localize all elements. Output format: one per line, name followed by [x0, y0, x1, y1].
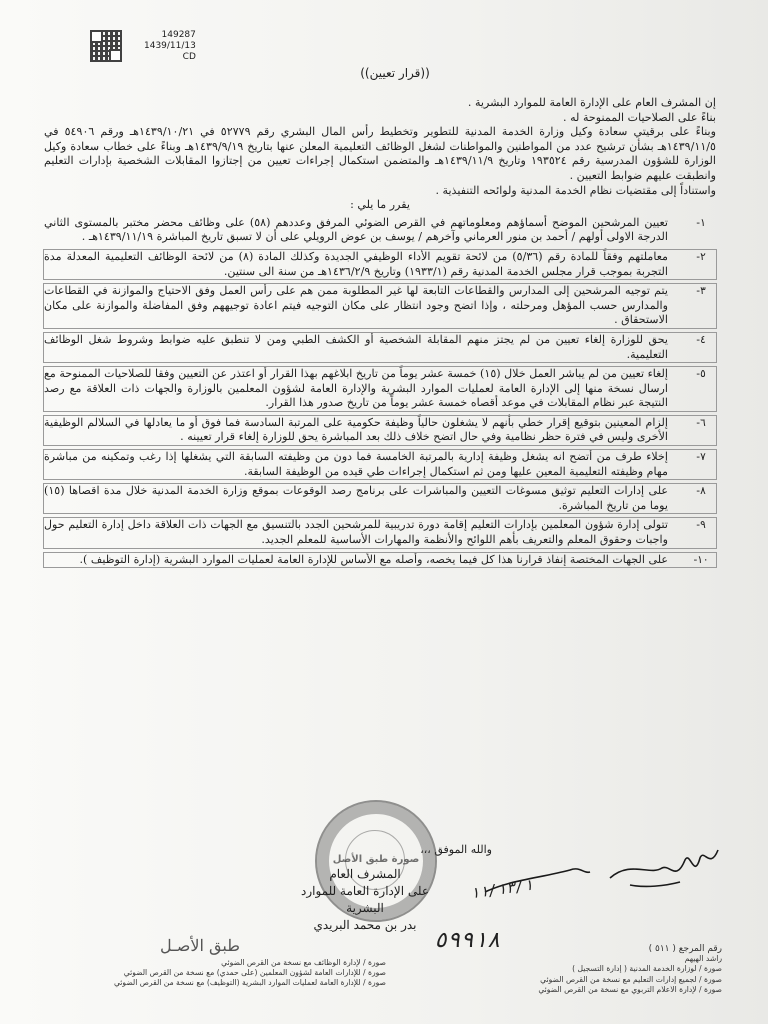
- clause-number: ٦-: [696, 416, 706, 429]
- footer-right-line: صورة / لوزارة الخدمة المدنية ( إدارة التسجيل ): [572, 964, 722, 974]
- footer-left-line: صورة / للإدارة العامة لعمليات الموارد البشرية (التوظيف) مع نسخة من القرص الضوئي: [113, 978, 386, 988]
- footer-left-line: صورة / للإدارات العامة لشؤون المعلمين (على حمدي) مع نسخة من القرص الضوئي: [123, 968, 386, 978]
- handwritten-signature: [480, 830, 730, 910]
- author-name: راشد الهيهم: [684, 954, 722, 964]
- footer-copies-left: [96, 958, 386, 989]
- clause-item: [44, 367, 716, 411]
- clause-item: [44, 333, 716, 362]
- clause-item: [44, 484, 716, 513]
- reference-number: 149287: [161, 30, 196, 40]
- clause-number: ٢-: [696, 250, 706, 263]
- clause-number: ٧-: [696, 451, 706, 464]
- intro-line-4: واستناداً إلى مقتضيات نظام الخدمة المدنية ولوائحه التنفيذية .: [435, 183, 716, 197]
- true-copy-stamp: طبق الأصـل: [160, 936, 240, 955]
- clause-text: تعيين المرشحين الموضح أسماؤهم ومعلوماتهم في القرص الضوئي المرفق وعددهم (٥٨) على وظائف محضر مختبر بالمستوى الثاني الدرجة الاولى أولهم / أحمد بن منور العرماني وآخرهم / يوسف بن عوض الرويلي على أن لا تسبق تاريخ المباشرة ١٤٣٩/١١/١٩هـ .: [44, 215, 668, 244]
- clause-number: ٤-: [696, 333, 706, 346]
- handwritten-date: ١١/١٣/١: [469, 875, 535, 903]
- handwritten-number: ٥٩٩١٨: [434, 928, 501, 953]
- decides-line: يقرر ما يلي :: [350, 198, 410, 212]
- clause-text: يتم توجيه المرشحين إلى المدارس والقطاعات التابعة لها غير المطلوبة ممن هم على رأس العمل وفق الاحتياج والموازنة في القطاعات والمدارس حسب المؤهل ومرحلته ، وإذا اتضح وجود انتظار على مكان التوجيه فيتم اعادة توجيههم وفق المفاضلة والموازنة على مكان الاستحقاق .: [44, 284, 668, 327]
- clause-item: [44, 216, 716, 245]
- document-title: ((قرار تعيين)): [360, 66, 430, 80]
- clause-item: [44, 250, 716, 279]
- footer-right-line: صورة / لإدارة الاعلام التربوي مع نسخة من القرص الضوئي: [538, 984, 722, 994]
- clause-text: تتولى إدارة شؤون المعلمين بإدارات التعليم إقامة دورة تدريبية للمرشحين الجدد بالتنسيق مع الجهات ذات العلاقة داخل إدارة التعليم حول واجبات وحقوق المعلم والتعريف بأهم اللوائح والأنظمة والمهارات الأساسية للمعلم الجديد.: [44, 518, 668, 547]
- reference-block: [144, 30, 196, 63]
- qr-code-icon: [90, 30, 122, 62]
- intro-line-1: إن المشرف العام على الإدارة العامة للموارد البشرية .: [467, 96, 716, 109]
- clause-text: معاملتهم وفقاً للمادة رقم (٥/٣٦) من لائحة تقويم الأداء الوظيفي الجديدة وكذلك المادة (٨) من لائحة الوظائف التعليمية المعدلة مدة التجربة بموجب قرار مجلس الخدمة المدنية رقم (١٩٣٣/١) وتاريخ ١٤٣٦/٢/٩هـ من سنة الى سنتين.: [44, 249, 668, 278]
- footer-copies-right: [450, 944, 722, 995]
- signatory-block: [290, 866, 440, 934]
- reference-date: 1439/11/13: [144, 41, 196, 51]
- reference-label: رقم المرجع ( ٥١١ ): [648, 944, 722, 954]
- closing-line: والله الموفق ،،،: [420, 843, 492, 856]
- clauses-list: [44, 216, 716, 567]
- clause-item: [44, 284, 716, 328]
- clause-text: يحق للوزارة إلغاء تعيين من لم يجتز منهم المقابلة الشخصية أو الكشف الطبي ومن لا تنطبق عليه ضوابط وشروط شغل الوظائف التعليمية.: [44, 332, 668, 361]
- clause-item: [44, 553, 716, 568]
- clause-number: ١٠-: [693, 553, 709, 566]
- clause-item: [44, 518, 716, 547]
- document-body: [44, 96, 716, 572]
- clause-number: ٥-: [696, 368, 706, 381]
- signatory-title: المشرف العام: [329, 867, 401, 881]
- clause-text: إلزام المعينين بتوقيع إقرار خطي بأنهم لا يشغلون حالياً وظيفة حكومية على المرتبة السادسة فما فوق أو ما يعادلها في السلالم الوظيفية الأخرى وليس في فترة حظر نظامية وفي حال اتضح خلاف ذلك بعد المباشرة يحق للوزارة إلغاء قرار تعيينه .: [44, 415, 668, 444]
- clause-number: ٨-: [696, 485, 706, 498]
- clause-number: ١-: [696, 216, 706, 229]
- signatory-name: بدر بن محمد البريدي: [313, 918, 417, 932]
- intro-section: [44, 96, 716, 213]
- seal-label: صورة طبق الأصل: [332, 854, 420, 865]
- clause-text: على إدارات التعليم توثيق مسوغات التعيين والمباشرات على برنامج رصد الوقوعات بموقع وزارة الخدمة المدنية خلال مدة اقصاها (١٥) يوما من تاريخ المباشرة.: [44, 484, 668, 512]
- intro-paragraph: وبناءً على برقيتي سعادة وكيل وزارة الخدمة المدنية للتطوير وتخطيط رأس المال البشري رقم ٥٢٧٧٩ في ١٤٣٩/١٠/٢١هـ ورقم ٥٤٩٠٦ في ١٤٣٩/١١/٥هـ بشأن ترشيح عدد من المواطنين والمواطنات لشغل الوظائف التعليمية المعلن عنها بتاريخ ١٤٣٩/٩/١٩هـ وبناءً على خطاب سعادة وكيل الوزارة للشؤون المدرسية رقم ١٩٣٥٢٤ وتاريخ ١٤٣٩/١١/٩هـ والمتضمن استكمال إجراءات تعيين من إجتازوا المقابلات الشخصية بإدارات التعليم وانطبقت عليهم ضوابط التعيين .: [44, 125, 716, 182]
- clause-number: ٩-: [696, 519, 706, 532]
- footer-right-line: صورة / لجميع إدارات التعليم مع نسخة من القرص الضوئي: [540, 974, 722, 984]
- clause-text: إلغاء تعيين من لم يباشر العمل خلال (١٥) خمسة عشر يوماً من تاريخ ابلاغهم بهذا القرار أو اعتذر عن التعيين وفقا للصلاحيات الممنوحة مع ارسال نسخة منها إلى الإدارة العامة لعمليات الموارد البشرية والإدارة العامة لشؤون المعلمين بالوزارة والجهات ذات العلاقة مع رصد النتيجة عبر نظام المقابلات في موعد أقصاه خمسة عشر يوماً من تاريخ صدور هذا القرار.: [44, 367, 668, 410]
- clause-text: على الجهات المختصة إنفاذ قرارنا هذا كل فيما يخصه، وأصله مع الأساس للإدارة العامة لعمليات الموارد البشرية (إدارة التوظيف ).: [79, 552, 668, 566]
- intro-line-2: بناءً على الصلاحيات الممنوحة له .: [563, 110, 716, 124]
- signatory-department: على الإدارة العامة للموارد البشرية: [300, 884, 430, 915]
- reference-code: CD: [182, 52, 196, 62]
- clause-text: إخلاء طرف من أتضح انه يشغل وظيفة إدارية بالمرتبة الخامسة فما دون من وظيفته السابقة التي يشغلها إذا رغب وتمكينه من مباشرة مهام وظيفته التعليمية المعين عليها ومن ثم استكمال إجراءات طي قيده من الوظيفة السابقة.: [44, 450, 668, 478]
- clause-item: [44, 416, 716, 445]
- clause-item: [44, 450, 716, 479]
- footer-left-line: صورة / لإدارة الوظائف مع نسخة من القرص الضوئي: [221, 958, 386, 967]
- clause-number: ٣-: [696, 285, 706, 298]
